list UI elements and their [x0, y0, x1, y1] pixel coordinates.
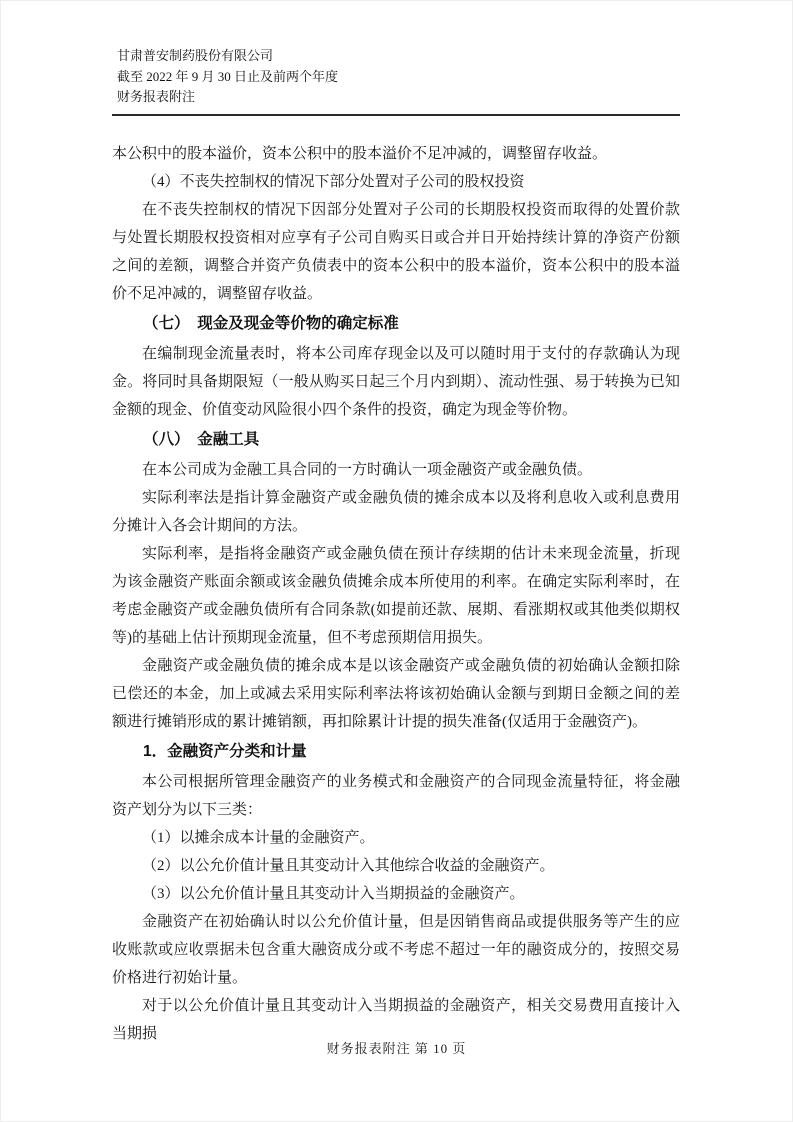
report-period: 截至 2022 年 9 月 30 日止及前两个年度 [117, 68, 339, 84]
paragraph: 在不丧失控制权的情况下因部分处置对子公司的长期股权投资而取得的处置价款与处置长期股权投资相对应享有子公司自购买日或合并日开始持续计算的净资产份额之间的差额，调整合并资产负债表中的资本公积中的股本溢价，资本公积中的股本溢价不足冲减的，调整留存收益。 [112, 201, 680, 302]
page-footer-text: 财务报表附注 第 10 页 [326, 1041, 467, 1056]
paragraph: 在编制现金流量表时，将本公司库存现金以及可以随时用于支付的存款确认为现金。将同时具备期限短（一般从购买日起三个月内到期）、流动性强、易于转换为已知金额的现金、价值变动风险很小四个条件的投资，确定为现金等价物。 [112, 345, 680, 418]
document-title: 财务报表附注 [117, 89, 196, 104]
list-item: （2）以公允价值计量且其变动计入其他综合收益的金融资产。 [142, 857, 555, 874]
list-item: （4）不丧失控制权的情况下部分处置对子公司的股权投资 [142, 173, 525, 190]
list-item: （1）以摊余成本计量的金融资产。 [142, 829, 375, 846]
page-footer [0, 1038, 793, 1057]
header-divider [112, 114, 680, 116]
document-body [112, 140, 680, 1048]
paragraph-continuation: 本公积中的股本溢价，资本公积中的股本溢价不足冲减的，调整留存收益。 [112, 145, 608, 162]
subsection-heading-1: 1．金融资产分类和计量 [143, 742, 307, 760]
paragraph: 对于以公允价值计量且其变动计入当期损益的金融资产，相关交易费用直接计入当期损 [112, 997, 680, 1042]
paragraph: 在本公司成为金融工具合同的一方时确认一项金融资产或金融负债。 [142, 461, 593, 478]
paragraph: 金融资产在初始确认时以公允价值计量，但是因销售商品或提供服务等产生的应收账款或应收票据未包含重大融资成分或不考虑不超过一年的融资成分的，按照交易价格进行初始计量。 [112, 913, 680, 986]
section-heading-8: （八） 金融工具 [143, 430, 260, 448]
paragraph: 本公司根据所管理金融资产的业务模式和金融资产的合同现金流量特征，将金融资产划分为以下三类： [112, 773, 680, 818]
document-header [0, 0, 793, 108]
paragraph: 实际利率法是指计算金融资产或金融负债的摊余成本以及将利息收入或利息费用分摊计入各会计期间的方法。 [112, 489, 680, 534]
paragraph: 实际利率，是指将金融资产或金融负债在预计存续期的估计未来现金流量，折现为该金融资产账面余额或该金融负债摊余成本所使用的利率。在确定实际利率时，在考虑金融资产或金融负债所有合同条款(如提前还款、展期、看涨期权或其他类似期权等)的基础上估计预期现金流量，但不考虑预期信用损失。 [112, 545, 680, 646]
list-item: （3）以公允价值计量且其变动计入当期损益的金融资产。 [142, 885, 525, 902]
paragraph: 金融资产或金融负债的摊余成本是以该金融资产或金融负债的初始确认金额扣除已偿还的本金，加上或减去采用实际利率法将该初始确认金额与到期日金额之间的差额进行摊销形成的累计摊销额，再扣除累计计提的损失准备(仅适用于金融资产)。 [112, 657, 680, 730]
company-name: 甘肃普安制药股份有限公司 [117, 48, 274, 63]
section-heading-7: （七） 现金及现金等价物的确定标准 [143, 314, 399, 332]
